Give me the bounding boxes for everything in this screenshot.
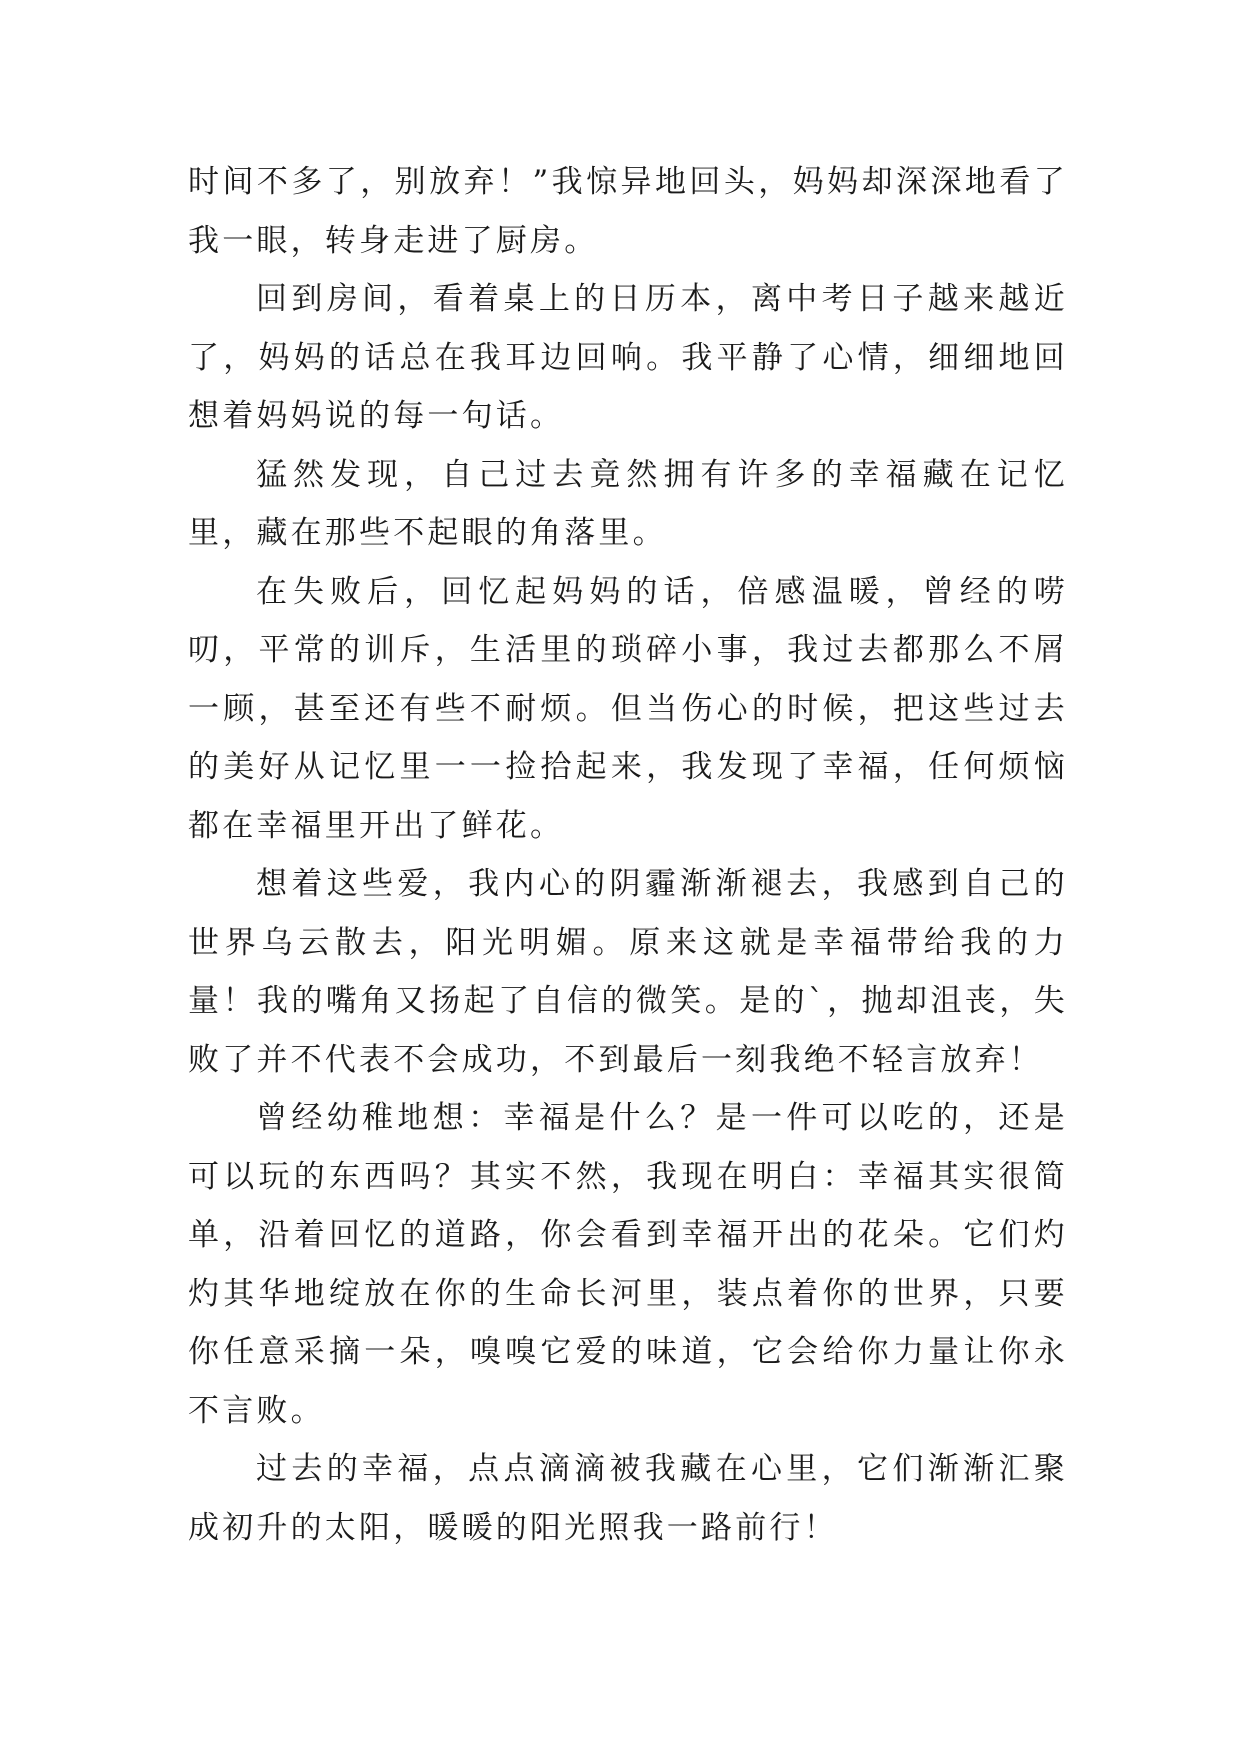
document-body [188, 153, 1068, 1557]
paragraph-6: 曾经幼稚地想：幸福是什么？是一件可以吃的，还是可以玩的东西吗？其实不然，我现在明白：幸福其实很简单，沿着回忆的道路，你会看到幸福开出的花朵。它们灼灼其华地绽放在你的生命长河里，装点着你的世界，只要你任意采摘一朵，嗅嗅它爱的味道，它会给你力量让你永不言败。 [188, 1100, 1068, 1429]
paragraph-3: 猛然发现，自己过去竟然拥有许多的幸福藏在记忆里，藏在那些不起眼的角落里。 [188, 456, 1068, 551]
paragraph-5: 想着这些爱，我内心的阴霾渐渐褪去，我感到自己的世界乌云散去，阳光明媚。原来这就是幸福带给我的力量！我的嘴角又扬起了自信的微笑。是的`，抛却沮丧，失败了并不代表不会成功，不到最后一刻我绝不轻言放弃！ [188, 866, 1068, 1078]
paragraph-1: 时间不多了，别放弃！”我惊异地回头，妈妈却深深地看了我一眼，转身走进了厨房。 [188, 164, 1068, 259]
paragraph-7: 过去的幸福，点点滴滴被我藏在心里，它们渐渐汇聚成初升的太阳，暖暖的阳光照我一路前行！ [188, 1451, 1068, 1546]
paragraph-2: 回到房间，看着桌上的日历本，离中考日子越来越近了，妈妈的话总在我耳边回响。我平静了心情，细细地回想着妈妈说的每一句话。 [188, 281, 1068, 434]
paragraph-4: 在失败后，回忆起妈妈的话，倍感温暖，曾经的唠叨，平常的训斥，生活里的琐碎小事，我过去都那么不屑一顾，甚至还有些不耐烦。但当伤心的时候，把这些过去的美好从记忆里一一捡拾起来，我发现了幸福，任何烦恼都在幸福里开出了鲜花。 [188, 573, 1068, 844]
